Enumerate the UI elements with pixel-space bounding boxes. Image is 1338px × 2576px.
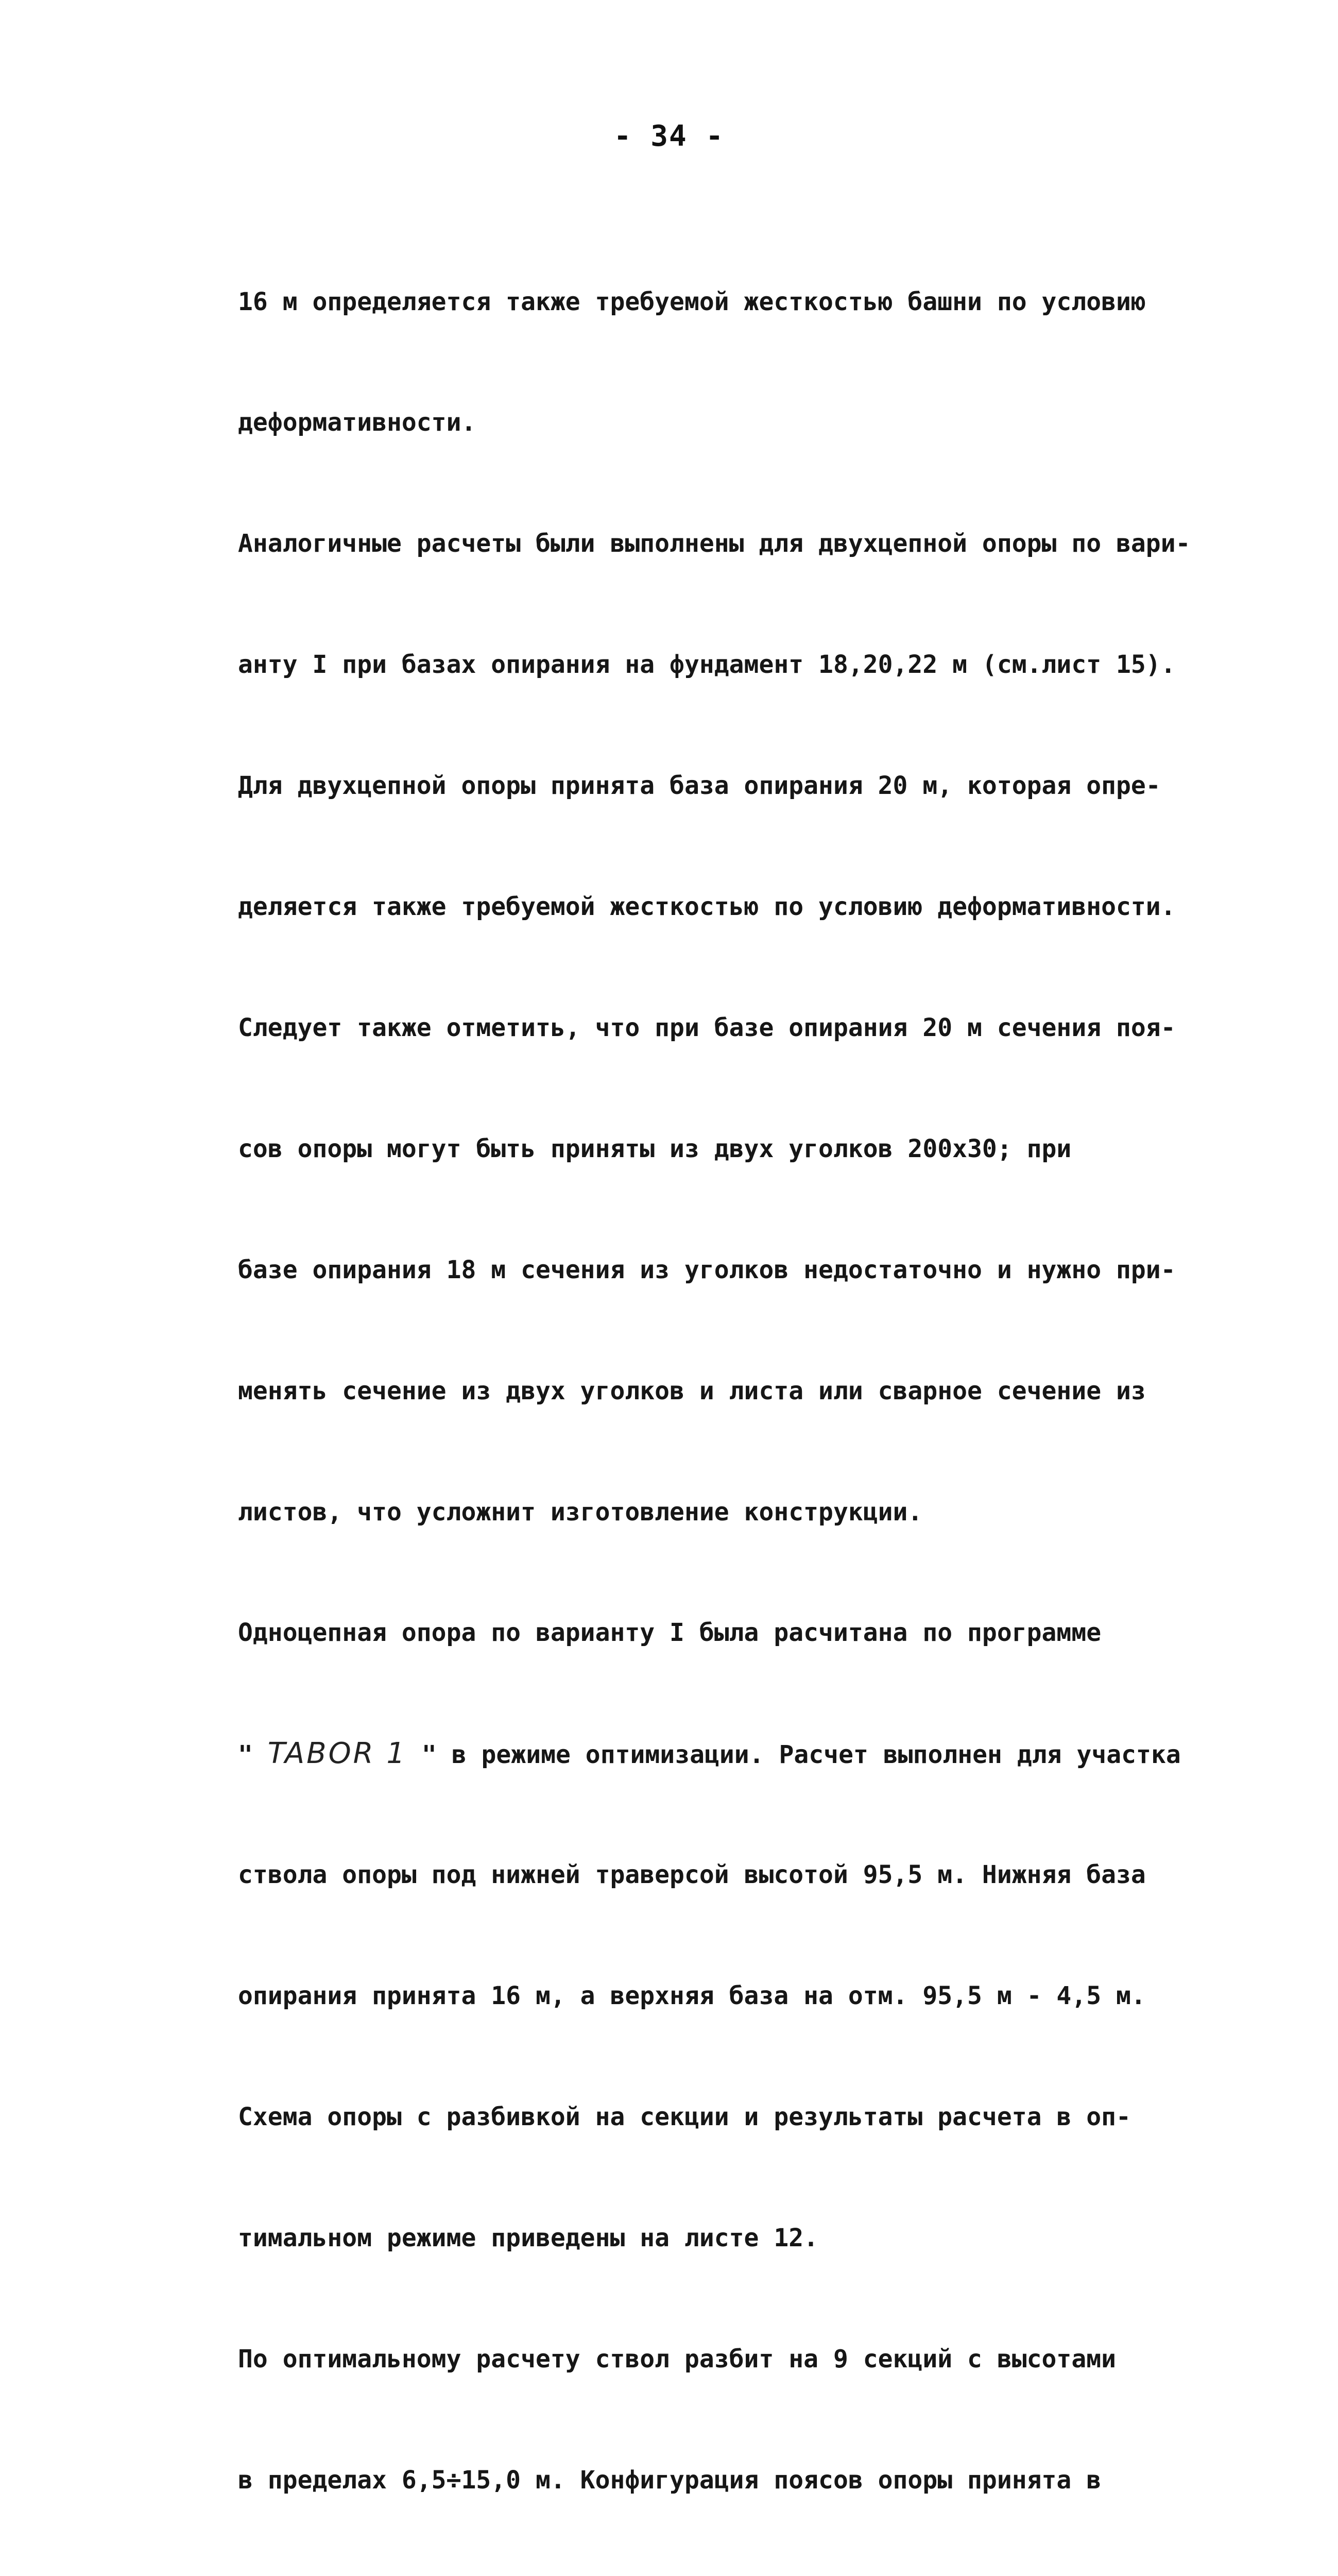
text-line: ствола опоры под нижней траверсой высотой 95,5 м. Нижняя база	[238, 1860, 1146, 1890]
text-line: тимальном режиме приведены на листе 12.	[238, 2223, 819, 2252]
text-line: анту I при базах опирания на фундамент 18,20,22 м (см.лист 15).	[238, 650, 1176, 680]
quote-open: "	[238, 1740, 268, 1770]
text-line: деляется также требуемой жесткостью по условию деформативности.	[238, 892, 1176, 922]
page-number: - 34 -	[613, 120, 725, 153]
text-line-program-tabor	[238, 1734, 1258, 1774]
text-line: Схема опоры с разбивкой на секции и результаты расчета в оп-	[238, 2102, 1131, 2131]
text-line: Одноцепная опора по варианту I была расчитана по программе	[238, 1618, 1102, 1648]
body-text	[238, 201, 1258, 2576]
handwritten-program-name: TABOR 1	[267, 1737, 407, 1771]
text-line: менять сечение из двух уголков и листа или сварное сечение из	[238, 1376, 1146, 1405]
line-rest: " в режиме оптимизации. Расчет выполнен для участка	[407, 1740, 1181, 1770]
text-line: Следует также отметить, что при базе опирания 20 м сечения поя-	[238, 1013, 1176, 1042]
text-line: в пределах 6,5÷15,0 м. Конфигурация поясов опоры принята в	[238, 2465, 1102, 2495]
text-line: базе опирания 18 м сечения из уголков недостаточно и нужно при-	[238, 1255, 1176, 1284]
text-line: деформативности.	[238, 408, 476, 437]
text-line: Аналогичные расчеты были выполнены для двухцепной опоры по вари-	[238, 529, 1191, 558]
text-line: опирания принята 16 м, а верхняя база на отм. 95,5 м - 4,5 м.	[238, 1981, 1146, 2011]
text-line: По оптимальному расчету ствол разбит на 9 секций с высотами	[238, 2344, 1117, 2374]
text-line: 16 м определяется также требуемой жесткостью башни по условию	[238, 287, 1146, 316]
text-line: сов опоры могут быть приняты из двух уголков 200х30; при	[238, 1134, 1072, 1163]
text-line: листов, что усложнит изготовление конструкции.	[238, 1497, 923, 1527]
text-line: Для двухцепной опоры принята база опирания 20 м, которая опре-	[238, 771, 1161, 801]
